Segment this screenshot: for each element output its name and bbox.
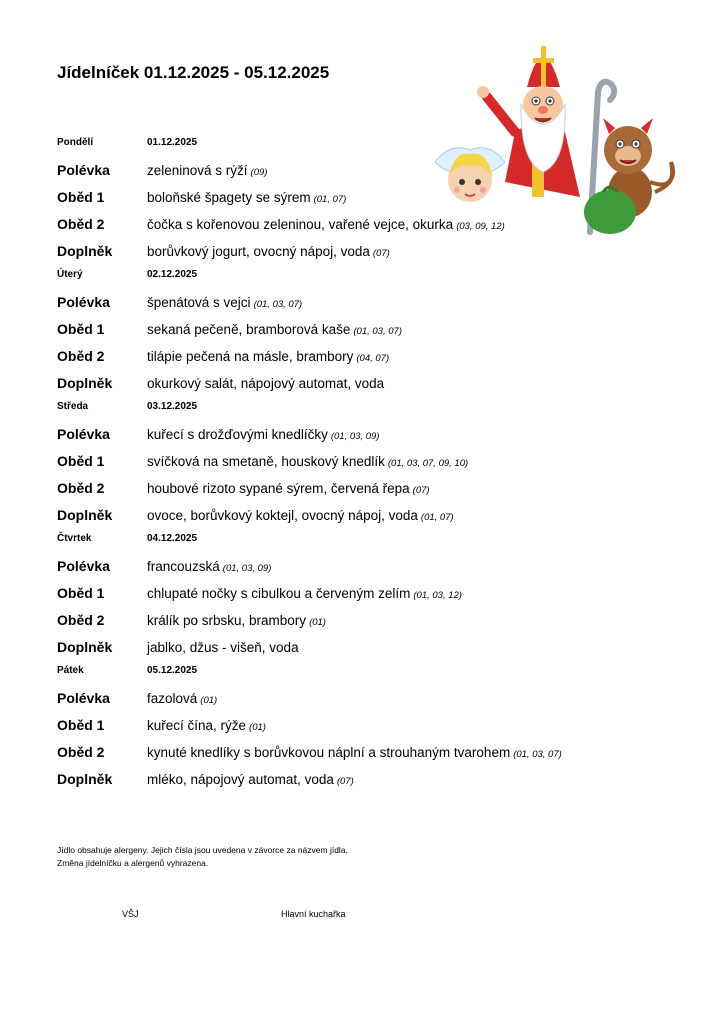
meal-dish: jablko, džus - višeň, voda — [147, 640, 299, 655]
day-date: 02.12.2025 — [147, 269, 198, 280]
meal-label: Oběd 2 — [57, 480, 105, 496]
meal-dish: králík po srbsku, brambory — [147, 613, 307, 628]
meal-label: Doplněk — [57, 375, 113, 391]
day-header — [57, 401, 197, 412]
mikulas-illustration — [415, 32, 685, 244]
meal-row — [57, 690, 217, 706]
mikulas-figure — [477, 46, 580, 197]
page-title: Jídelníček 01.12.2025 - 05.12.2025 — [57, 63, 330, 82]
meal-label: Oběd 1 — [57, 585, 105, 601]
day-header — [57, 533, 197, 544]
meal-allergens: (01, 03, 07, 09, 10) — [387, 458, 469, 469]
angel-figure — [435, 148, 505, 202]
meal-allergens: (01) — [249, 722, 266, 733]
day-date: 04.12.2025 — [147, 533, 198, 544]
meal-label: Doplněk — [57, 243, 113, 259]
meal-allergens: (01, 03, 07) — [253, 299, 303, 310]
meal-allergens: (09) — [250, 167, 268, 178]
meal-allergens: (04, 07) — [356, 353, 390, 364]
day-header — [57, 665, 197, 676]
meal-row — [57, 453, 468, 469]
meal-dish: houbové rizoto sypané sýrem, červená řepa — [147, 481, 410, 496]
meal-label: Doplněk — [57, 639, 113, 655]
meal-dish: francouzská — [147, 559, 220, 574]
meal-dish: zeleninová s rýží — [147, 163, 248, 178]
meal-row — [57, 744, 562, 760]
meal-allergens: (07) — [372, 248, 390, 259]
meal-label: Oběd 1 — [57, 321, 105, 337]
meal-allergens: (01, 03, 07) — [353, 326, 402, 337]
meal-allergens: (01, 03, 07) — [513, 749, 562, 760]
day-name: Čtvrtek — [57, 533, 92, 544]
meal-allergens: (01) — [200, 695, 218, 706]
meal-allergens: (01, 03, 09) — [330, 431, 380, 442]
meal-row — [57, 426, 379, 442]
meal-row — [57, 189, 346, 205]
meal-allergens: (01, 03, 09) — [222, 563, 272, 574]
menu-change-note: Změna jídelníčku a alergenů vyhrazena. — [57, 858, 209, 868]
meal-allergens: (01, 03, 12) — [413, 590, 462, 601]
meal-label: Oběd 1 — [57, 453, 105, 469]
meal-label: Polévka — [57, 426, 110, 442]
meal-row — [57, 639, 299, 655]
meal-label: Polévka — [57, 690, 110, 706]
meal-row — [57, 243, 390, 259]
meal-label: Oběd 1 — [57, 189, 105, 205]
meal-allergens: (07) — [336, 776, 354, 787]
meal-label: Oběd 2 — [57, 744, 105, 760]
meal-label: Oběd 1 — [57, 717, 105, 733]
meal-label: Doplněk — [57, 771, 113, 787]
meal-allergens: (01) — [309, 617, 326, 628]
day-header — [57, 269, 197, 280]
meal-row — [57, 507, 454, 523]
meal-dish: chlupaté nočky s cibulkou a červeným zelím — [147, 586, 411, 601]
meal-row — [57, 771, 354, 787]
meal-label: Polévka — [57, 558, 110, 574]
signature-vsj: VŠJ — [122, 909, 139, 919]
meal-dish: svíčková na smetaně, houskový knedlík — [147, 454, 385, 469]
meal-row — [57, 216, 505, 232]
meal-allergens: (01, 07) — [313, 194, 347, 205]
meal-row — [57, 375, 384, 391]
meal-row — [57, 612, 326, 628]
meal-label: Oběd 2 — [57, 348, 105, 364]
meal-row — [57, 348, 389, 364]
day-date: 01.12.2025 — [147, 137, 198, 148]
meal-label: Doplněk — [57, 507, 113, 523]
meal-allergens: (07) — [412, 485, 430, 496]
meal-dish: okurkový salát, nápojový automat, voda — [147, 376, 385, 391]
meal-dish: kynuté knedlíky s borůvkovou náplní a strouhaným tvarohem — [147, 745, 511, 760]
allergen-note-line: Jídlo obsahuje alergeny. Jejich čísla jsou uvedena v závorce za názvem jídla. — [57, 845, 348, 855]
meal-dish: ovoce, borůvkový koktejl, ovocný nápoj, voda — [147, 508, 418, 523]
day-header — [57, 137, 197, 148]
meal-dish: čočka s kořenovou zeleninou, vařené vejce, okurka — [147, 217, 454, 232]
meal-dish: mléko, nápojový automat, voda — [147, 772, 334, 787]
meal-row — [57, 717, 266, 733]
meal-dish: kuřecí s drožďovými knedlíčky — [147, 427, 328, 442]
meal-row — [57, 294, 302, 310]
meal-allergens: (01, 07) — [420, 512, 454, 523]
meal-allergens: (03, 09, 12) — [456, 221, 505, 232]
meal-dish: fazolová — [147, 691, 198, 706]
meal-dish: špenátová s vejci — [147, 295, 251, 310]
day-name: Středa — [57, 401, 89, 412]
meal-dish: tilápie pečená na másle, brambory — [147, 349, 354, 364]
day-name: Pondělí — [57, 137, 94, 148]
meal-label: Polévka — [57, 294, 110, 310]
meal-label: Oběd 2 — [57, 216, 105, 232]
meal-dish: boloňské špagety se sýrem — [147, 190, 311, 205]
meal-label: Polévka — [57, 162, 110, 178]
day-name: Úterý — [57, 269, 83, 280]
meal-row — [57, 558, 271, 574]
meal-dish: kuřecí čína, rýže — [147, 718, 247, 733]
meal-row — [57, 480, 430, 496]
day-date: 05.12.2025 — [147, 665, 198, 676]
meal-row — [57, 162, 267, 178]
meal-dish: sekaná pečeně, bramborová kaše — [147, 322, 351, 337]
signature-head-cook: Hlavní kuchařka — [281, 909, 346, 919]
meal-dish: borůvkový jogurt, ovocný nápoj, voda — [147, 244, 370, 259]
meal-row — [57, 585, 462, 601]
day-name: Pátek — [57, 665, 84, 676]
day-date: 03.12.2025 — [147, 401, 198, 412]
meal-row — [57, 321, 402, 337]
meal-label: Oběd 2 — [57, 612, 105, 628]
allergen-note — [57, 844, 348, 870]
